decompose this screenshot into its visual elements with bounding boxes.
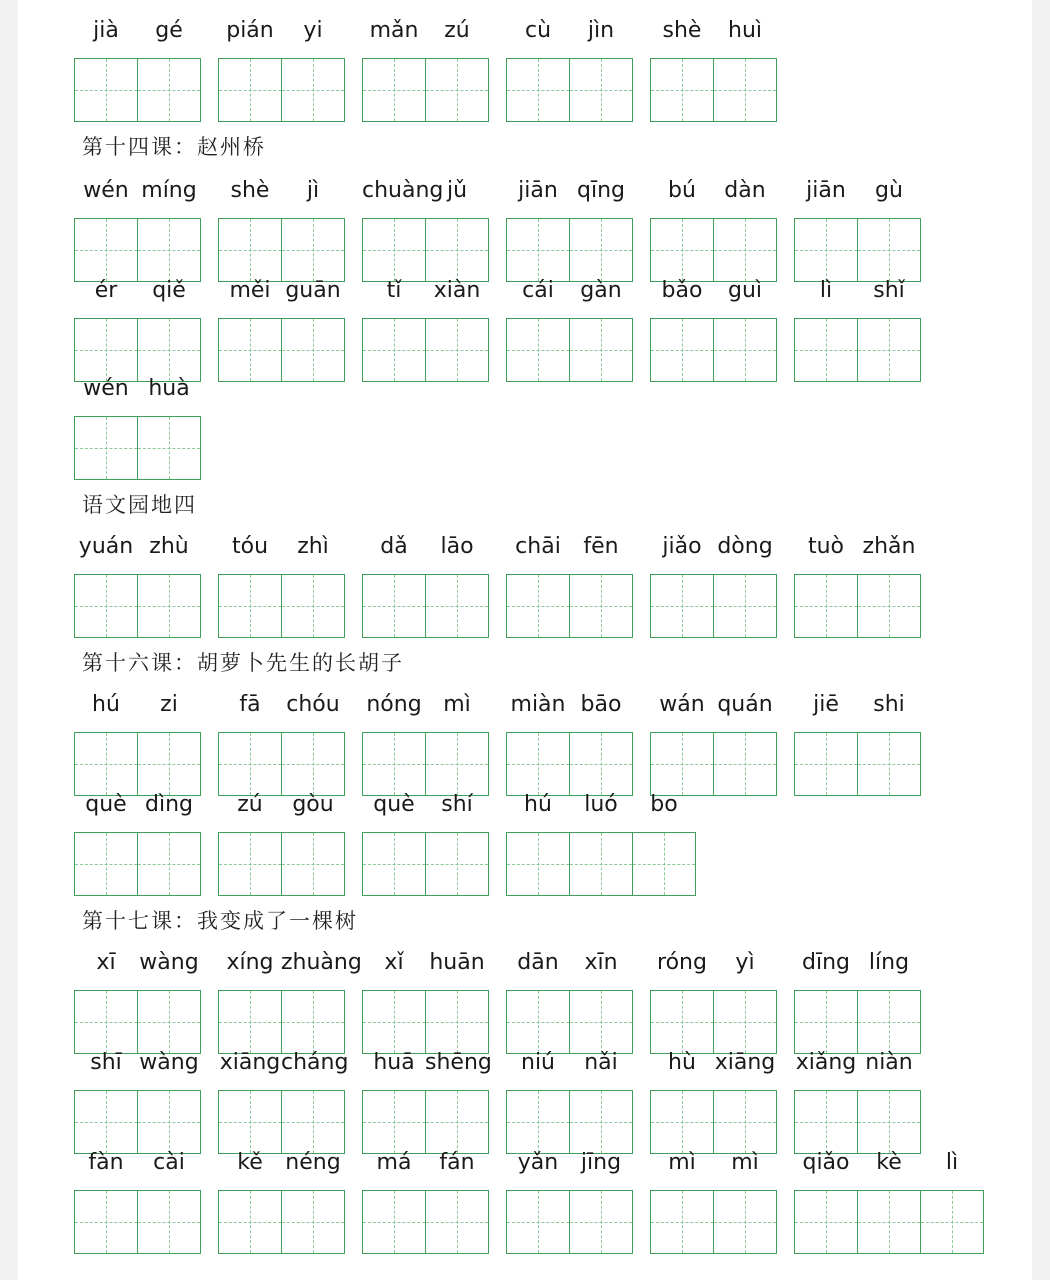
- guide-line-horizontal: [282, 606, 344, 607]
- writing-box[interactable]: [74, 832, 138, 896]
- writing-box[interactable]: [713, 732, 777, 796]
- guide-line-horizontal: [219, 1022, 281, 1023]
- guide-line-horizontal: [651, 350, 713, 351]
- pinyin-label: shī: [90, 1050, 122, 1075]
- writing-box[interactable]: [713, 58, 777, 122]
- guide-line-horizontal: [633, 864, 695, 865]
- pinyin-label: xǐ: [384, 950, 404, 975]
- section-heading: 第十七课：我变成了一棵树: [82, 909, 358, 933]
- guide-line-horizontal: [363, 90, 425, 91]
- pinyin-label: xīn: [584, 950, 618, 975]
- guide-line-horizontal: [426, 250, 488, 251]
- guide-line-horizontal: [426, 1222, 488, 1223]
- pinyin-label: chóu: [286, 692, 340, 717]
- writing-box[interactable]: [569, 58, 633, 122]
- pinyin-label: jiān: [806, 178, 846, 203]
- pinyin-label: bo: [650, 792, 678, 817]
- guide-line-horizontal: [219, 250, 281, 251]
- guide-line-horizontal: [507, 864, 569, 865]
- pinyin-label: shi: [873, 692, 905, 717]
- writing-box[interactable]: [506, 58, 570, 122]
- pinyin-label: cháng: [281, 1050, 349, 1075]
- pinyin-label: bāo: [580, 692, 622, 717]
- writing-box[interactable]: [218, 58, 282, 122]
- guide-line-horizontal: [795, 350, 857, 351]
- pinyin-label: zhǎn: [862, 534, 916, 559]
- pinyin-label: nǎi: [584, 1050, 618, 1075]
- writing-box[interactable]: [920, 1190, 984, 1254]
- pinyin-label: mì: [443, 692, 471, 717]
- pinyin-label: xiǎng: [795, 1050, 857, 1075]
- writing-box[interactable]: [281, 832, 345, 896]
- guide-line-horizontal: [426, 606, 488, 607]
- writing-box[interactable]: [362, 318, 426, 382]
- pinyin-label: fēn: [583, 534, 619, 559]
- guide-line-horizontal: [426, 1022, 488, 1023]
- pinyin-label: quán: [717, 692, 773, 717]
- pinyin-label: fàn: [88, 1150, 124, 1175]
- writing-box[interactable]: [74, 574, 138, 638]
- pinyin-label: tǐ: [386, 278, 402, 303]
- pinyin-label: xiāng: [219, 1050, 281, 1075]
- pinyin-label: niú: [521, 1050, 555, 1075]
- guide-line-horizontal: [219, 764, 281, 765]
- pinyin-label: què: [373, 792, 415, 817]
- guide-line-horizontal: [795, 1022, 857, 1023]
- pinyin-label: wàng: [139, 950, 199, 975]
- pinyin-label: zhù: [149, 534, 189, 559]
- guide-line-horizontal: [75, 448, 137, 449]
- guide-line-horizontal: [138, 1122, 200, 1123]
- guide-line-horizontal: [282, 1022, 344, 1023]
- guide-line-horizontal: [363, 1222, 425, 1223]
- pinyin-label: guān: [285, 278, 341, 303]
- writing-box[interactable]: [857, 574, 921, 638]
- guide-line-horizontal: [507, 250, 569, 251]
- guide-line-horizontal: [138, 864, 200, 865]
- pinyin-label: mǎn: [369, 18, 419, 43]
- guide-line-horizontal: [507, 350, 569, 351]
- pinyin-label: lāo: [440, 534, 474, 559]
- pinyin-label: zú: [444, 18, 470, 43]
- guide-line-horizontal: [570, 1022, 632, 1023]
- writing-box[interactable]: [650, 1190, 714, 1254]
- guide-line-horizontal: [858, 764, 920, 765]
- writing-box[interactable]: [713, 574, 777, 638]
- pinyin-label: míng: [141, 178, 197, 203]
- pinyin-label: xíng: [226, 950, 274, 975]
- guide-line-horizontal: [138, 1222, 200, 1223]
- pinyin-label: mì: [731, 1150, 759, 1175]
- writing-box[interactable]: [650, 574, 714, 638]
- pinyin-label: kě: [237, 1150, 263, 1175]
- guide-line-horizontal: [714, 606, 776, 607]
- pinyin-label: xiàn: [433, 278, 481, 303]
- pinyin-label: miàn: [510, 692, 566, 717]
- section-heading: 语文园地四: [82, 493, 197, 517]
- pinyin-label: tóu: [231, 534, 269, 559]
- pinyin-label: lì: [945, 1150, 959, 1175]
- guide-line-horizontal: [426, 90, 488, 91]
- writing-box[interactable]: [857, 732, 921, 796]
- pinyin-label: gé: [155, 18, 183, 43]
- guide-line-horizontal: [858, 1122, 920, 1123]
- writing-box[interactable]: [794, 1190, 858, 1254]
- section-heading: 第十六课：胡萝卜先生的长胡子: [82, 651, 404, 675]
- guide-line-horizontal: [282, 764, 344, 765]
- pinyin-label: wén: [83, 376, 129, 401]
- pinyin-label: jià: [93, 18, 119, 43]
- guide-line-horizontal: [363, 606, 425, 607]
- guide-line-horizontal: [426, 864, 488, 865]
- guide-line-horizontal: [651, 1122, 713, 1123]
- writing-box[interactable]: [281, 58, 345, 122]
- guide-line-horizontal: [507, 1222, 569, 1223]
- pinyin-label: yuán: [78, 534, 134, 559]
- guide-line-horizontal: [363, 250, 425, 251]
- pinyin-label: cù: [524, 18, 552, 43]
- guide-line-horizontal: [426, 350, 488, 351]
- pinyin-label: bǎo: [661, 278, 703, 303]
- guide-line-horizontal: [75, 90, 137, 91]
- guide-line-horizontal: [651, 250, 713, 251]
- pinyin-label: tuò: [807, 534, 845, 559]
- pinyin-label: zhuàng: [281, 950, 362, 975]
- guide-line-horizontal: [570, 90, 632, 91]
- writing-box[interactable]: [794, 318, 858, 382]
- guide-line-horizontal: [138, 350, 200, 351]
- pinyin-label: gù: [875, 178, 903, 203]
- pinyin-label: jiē: [813, 692, 839, 717]
- writing-box[interactable]: [506, 574, 570, 638]
- guide-line-horizontal: [921, 1222, 983, 1223]
- guide-line-horizontal: [858, 1222, 920, 1223]
- guide-line-horizontal: [282, 350, 344, 351]
- writing-box[interactable]: [281, 1190, 345, 1254]
- guide-line-horizontal: [858, 350, 920, 351]
- guide-line-horizontal: [570, 606, 632, 607]
- guide-line-horizontal: [507, 1022, 569, 1023]
- writing-box[interactable]: [569, 1190, 633, 1254]
- writing-box[interactable]: [362, 832, 426, 896]
- writing-box[interactable]: [713, 1190, 777, 1254]
- pinyin-label: huì: [728, 18, 762, 43]
- pinyin-label: gòu: [292, 792, 334, 817]
- writing-box[interactable]: [362, 1190, 426, 1254]
- guide-line-horizontal: [651, 1022, 713, 1023]
- writing-box[interactable]: [794, 574, 858, 638]
- pinyin-label: dàn: [724, 178, 766, 203]
- pinyin-label: chuàng: [362, 178, 444, 203]
- writing-box[interactable]: [794, 732, 858, 796]
- section-heading: 第十四课：赵州桥: [82, 135, 266, 159]
- guide-line-horizontal: [570, 250, 632, 251]
- pinyin-label: huà: [148, 376, 190, 401]
- writing-box[interactable]: [362, 58, 426, 122]
- pinyin-label: gàn: [580, 278, 622, 303]
- pinyin-label: hú: [524, 792, 552, 817]
- pinyin-label: shēng: [425, 1050, 492, 1075]
- pinyin-label: què: [85, 792, 127, 817]
- guide-line-horizontal: [219, 90, 281, 91]
- writing-box[interactable]: [650, 318, 714, 382]
- guide-line-horizontal: [795, 606, 857, 607]
- pinyin-label: jì: [306, 178, 320, 203]
- pinyin-label: shí: [441, 792, 473, 817]
- guide-line-horizontal: [507, 1122, 569, 1123]
- guide-line-horizontal: [138, 250, 200, 251]
- guide-line-horizontal: [714, 1022, 776, 1023]
- pinyin-label: chāi: [515, 534, 561, 559]
- pinyin-label: zi: [160, 692, 178, 717]
- guide-line-horizontal: [858, 250, 920, 251]
- writing-box[interactable]: [137, 1190, 201, 1254]
- pinyin-label: zú: [237, 792, 263, 817]
- writing-box[interactable]: [218, 832, 282, 896]
- writing-box[interactable]: [857, 318, 921, 382]
- guide-line-horizontal: [363, 864, 425, 865]
- pinyin-label: pián: [226, 18, 274, 43]
- guide-line-horizontal: [795, 250, 857, 251]
- writing-box[interactable]: [857, 1190, 921, 1254]
- guide-line-horizontal: [219, 1122, 281, 1123]
- pinyin-label: zhì: [297, 534, 329, 559]
- guide-line-horizontal: [138, 90, 200, 91]
- writing-box[interactable]: [425, 58, 489, 122]
- pinyin-label: bú: [668, 178, 696, 203]
- pinyin-label: qīng: [577, 178, 625, 203]
- guide-line-horizontal: [219, 864, 281, 865]
- guide-line-horizontal: [795, 1122, 857, 1123]
- pinyin-label: fā: [239, 692, 261, 717]
- guide-line-horizontal: [714, 90, 776, 91]
- writing-box[interactable]: [74, 58, 138, 122]
- pinyin-label: xī: [96, 950, 116, 975]
- writing-box[interactable]: [506, 832, 570, 896]
- guide-line-horizontal: [795, 764, 857, 765]
- pinyin-label: dǎ: [380, 534, 408, 559]
- worksheet-page: [18, 0, 1032, 1280]
- pinyin-label: hú: [92, 692, 120, 717]
- guide-line-horizontal: [714, 764, 776, 765]
- pinyin-label: wén: [83, 178, 129, 203]
- guide-line-horizontal: [75, 864, 137, 865]
- writing-box[interactable]: [569, 574, 633, 638]
- pinyin-label: qiě: [152, 278, 186, 303]
- guide-line-horizontal: [75, 1022, 137, 1023]
- guide-line-horizontal: [282, 90, 344, 91]
- guide-line-horizontal: [138, 1022, 200, 1023]
- guide-line-horizontal: [795, 1222, 857, 1223]
- writing-box[interactable]: [281, 318, 345, 382]
- pinyin-label: wán: [659, 692, 705, 717]
- pinyin-label: shè: [230, 178, 270, 203]
- writing-box[interactable]: [569, 832, 633, 896]
- guide-line-horizontal: [282, 1122, 344, 1123]
- guide-line-horizontal: [858, 606, 920, 607]
- guide-line-horizontal: [138, 448, 200, 449]
- guide-line-horizontal: [651, 1222, 713, 1223]
- writing-box[interactable]: [218, 574, 282, 638]
- guide-line-horizontal: [75, 764, 137, 765]
- pinyin-label: néng: [285, 1150, 341, 1175]
- guide-line-horizontal: [219, 350, 281, 351]
- writing-box[interactable]: [362, 574, 426, 638]
- writing-box[interactable]: [218, 318, 282, 382]
- pinyin-label: guì: [727, 278, 763, 303]
- pinyin-label: jīng: [580, 1150, 622, 1175]
- pinyin-label: huā: [373, 1050, 415, 1075]
- pinyin-label: niàn: [865, 1050, 913, 1075]
- guide-line-horizontal: [219, 606, 281, 607]
- guide-line-horizontal: [75, 1222, 137, 1223]
- pinyin-label: shǐ: [873, 278, 905, 303]
- pinyin-label: mì: [668, 1150, 696, 1175]
- writing-box[interactable]: [425, 318, 489, 382]
- pinyin-label: shè: [662, 18, 702, 43]
- writing-box[interactable]: [632, 832, 696, 896]
- pinyin-label: qiǎo: [802, 1150, 850, 1175]
- pinyin-label: kè: [876, 1150, 902, 1175]
- guide-line-horizontal: [507, 764, 569, 765]
- guide-line-horizontal: [651, 764, 713, 765]
- writing-box[interactable]: [218, 1190, 282, 1254]
- guide-line-horizontal: [282, 250, 344, 251]
- guide-line-horizontal: [714, 350, 776, 351]
- guide-line-horizontal: [363, 350, 425, 351]
- pinyin-label: róng: [657, 950, 707, 975]
- writing-box[interactable]: [506, 318, 570, 382]
- pinyin-label: jiǎo: [662, 534, 702, 559]
- pinyin-label: dīng: [802, 950, 850, 975]
- guide-line-horizontal: [282, 864, 344, 865]
- writing-box[interactable]: [281, 574, 345, 638]
- writing-box[interactable]: [425, 832, 489, 896]
- pinyin-label: nóng: [366, 692, 422, 717]
- pinyin-label: fán: [439, 1150, 475, 1175]
- pinyin-label: jìn: [587, 18, 615, 43]
- writing-box[interactable]: [74, 1190, 138, 1254]
- pinyin-label: jǔ: [446, 178, 468, 203]
- guide-line-horizontal: [426, 764, 488, 765]
- writing-box[interactable]: [137, 416, 201, 480]
- pinyin-label: xiāng: [714, 1050, 776, 1075]
- guide-line-horizontal: [426, 1122, 488, 1123]
- writing-box[interactable]: [137, 58, 201, 122]
- guide-line-horizontal: [714, 1222, 776, 1223]
- pinyin-label: ér: [94, 278, 118, 303]
- pinyin-label: hù: [668, 1050, 696, 1075]
- pinyin-label: jiān: [518, 178, 558, 203]
- guide-line-horizontal: [570, 864, 632, 865]
- pinyin-label: wàng: [139, 1050, 199, 1075]
- pinyin-label: lì: [819, 278, 833, 303]
- guide-line-horizontal: [219, 1222, 281, 1223]
- pinyin-label: měi: [229, 278, 271, 303]
- pinyin-label: cài: [153, 1150, 185, 1175]
- writing-box[interactable]: [425, 574, 489, 638]
- guide-line-horizontal: [570, 764, 632, 765]
- guide-line-horizontal: [570, 1222, 632, 1223]
- guide-line-horizontal: [714, 1122, 776, 1123]
- guide-line-horizontal: [75, 1122, 137, 1123]
- guide-line-horizontal: [75, 350, 137, 351]
- guide-line-horizontal: [282, 1222, 344, 1223]
- writing-box[interactable]: [74, 416, 138, 480]
- writing-box[interactable]: [137, 574, 201, 638]
- writing-box[interactable]: [425, 1190, 489, 1254]
- guide-line-horizontal: [138, 764, 200, 765]
- pinyin-label: má: [376, 1150, 412, 1175]
- writing-box[interactable]: [713, 318, 777, 382]
- guide-line-horizontal: [363, 1122, 425, 1123]
- guide-line-horizontal: [570, 350, 632, 351]
- pinyin-label: luó: [584, 792, 618, 817]
- guide-line-horizontal: [570, 1122, 632, 1123]
- guide-line-horizontal: [507, 90, 569, 91]
- guide-line-horizontal: [138, 606, 200, 607]
- pinyin-label: líng: [868, 950, 910, 975]
- guide-line-horizontal: [714, 250, 776, 251]
- guide-line-horizontal: [75, 606, 137, 607]
- writing-box[interactable]: [569, 318, 633, 382]
- guide-line-horizontal: [75, 250, 137, 251]
- pinyin-label: dìng: [145, 792, 193, 817]
- writing-box[interactable]: [506, 1190, 570, 1254]
- writing-box[interactable]: [137, 832, 201, 896]
- guide-line-horizontal: [858, 1022, 920, 1023]
- guide-line-horizontal: [651, 606, 713, 607]
- guide-line-horizontal: [507, 606, 569, 607]
- pinyin-label: dòng: [717, 534, 773, 559]
- pinyin-label: yi: [303, 18, 323, 43]
- pinyin-label: cái: [522, 278, 554, 303]
- writing-box[interactable]: [650, 58, 714, 122]
- pinyin-label: dān: [517, 950, 559, 975]
- pinyin-label: yǎn: [517, 1150, 559, 1175]
- guide-line-horizontal: [651, 90, 713, 91]
- pinyin-label: yì: [735, 950, 755, 975]
- pinyin-label: huān: [429, 950, 485, 975]
- guide-line-horizontal: [363, 764, 425, 765]
- guide-line-horizontal: [363, 1022, 425, 1023]
